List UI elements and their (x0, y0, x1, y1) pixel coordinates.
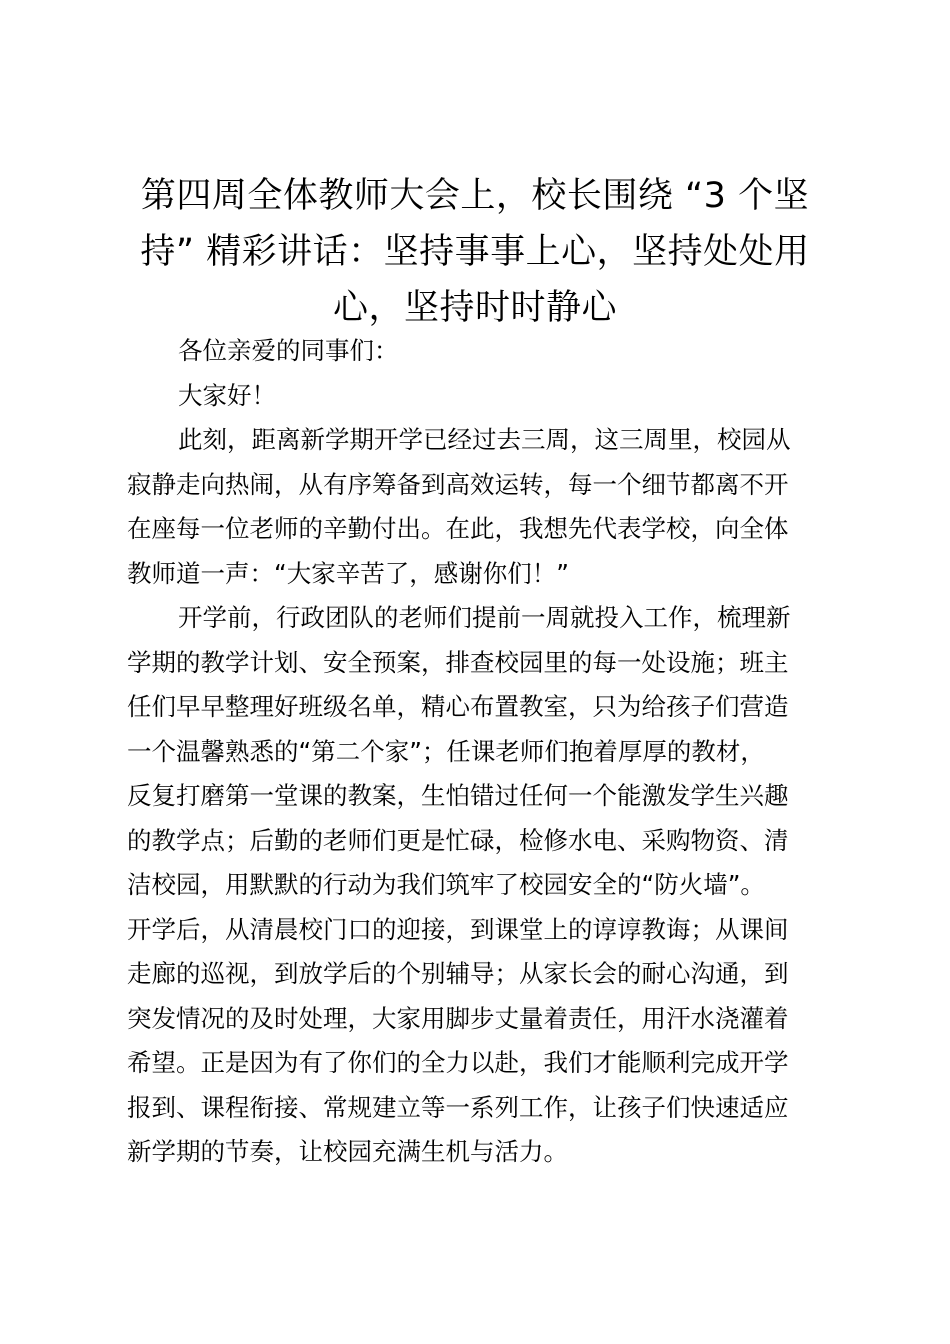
paragraph-2-line: 学期的教学计划、安全预案，排查校园里的每一处设施；班主 (127, 647, 789, 677)
paragraph-2-line: 新学期的节奏，让校园充满生机与活力。 (127, 1137, 568, 1166)
document-body (127, 329, 837, 1175)
paragraph-2-line: 的教学点；后勤的老师们更是忙碌，检修水电、采购物资、清 (127, 825, 789, 855)
paragraph-2-line: 洁校园，用默默的行动为我们筑牢了校园安全的“防火墙”。 (127, 870, 765, 899)
paragraph-2-line: 走廊的巡视，到放学后的个别辅导；从家长会的耐心沟通，到 (127, 959, 789, 988)
paragraph-2-line: 开学前，行政团队的老师们提前一周就投入工作，梳理新 (178, 603, 791, 632)
paragraph-1-line: 教师道一声：“大家辛苦了，感谢你们！” (127, 558, 569, 588)
paragraph-2-line: 报到、课程衔接、常规建立等一系列工作，让孩子们快速适应 (127, 1092, 789, 1122)
greeting: 大家好！ (178, 380, 276, 410)
title-line: 第四周全体教师大会上，校长围绕 “3 个坚 (140, 176, 810, 216)
paragraph-1-line: 寂静走向热闹，从有序筹备到高效运转，每一个细节都离不开 (127, 469, 789, 499)
title-line: 持” 精彩讲话：坚持事事上心，坚持处处用 (140, 232, 810, 272)
paragraph-2-line: 突发情况的及时处理，大家用脚步丈量着责任，用汗水浇灌着 (127, 1003, 789, 1033)
paragraph-2-line: 一个温馨熟悉的“第二个家”；任课老师们抱着厚厚的教材， (127, 736, 765, 766)
paragraph-1-line: 在座每一位老师的辛勤付出。在此，我想先代表学校，向全体 (127, 514, 789, 543)
paragraph-2-line: 希望。正是因为有了你们的全力以赴，我们才能顺利完成开学 (127, 1048, 789, 1077)
title-line: 心，坚持时时静心 (332, 288, 617, 328)
paragraph-2-line: 开学后，从清晨校门口的迎接，到课堂上的谆谆教诲；从课间 (127, 914, 789, 944)
salutation: 各位亲爱的同事们： (178, 336, 399, 365)
paragraph-1-line: 此刻，距离新学期开学已经过去三周，这三周里，校园从 (178, 425, 791, 454)
document-title (118, 168, 832, 336)
paragraph-2-line: 反复打磨第一堂课的教案，生怕错过任何一个能激发学生兴趣 (127, 781, 789, 810)
paragraph-2-line: 任们早早整理好班级名单，精心布置教室，只为给孩子们营造 (127, 692, 789, 721)
